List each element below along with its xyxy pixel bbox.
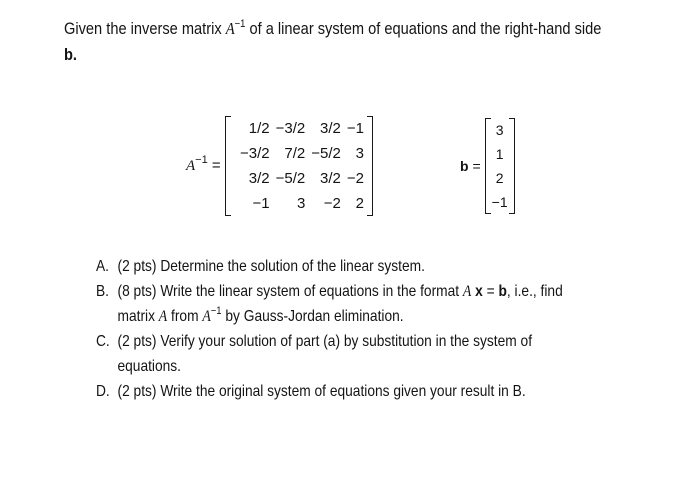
matrix-cell: 1/2 <box>248 120 270 137</box>
inverse-exponent: −1 <box>234 18 246 30</box>
inverse-matrix-equation <box>186 116 373 216</box>
vector-cell: 2 <box>495 170 504 186</box>
matrix-cell: −2 <box>346 170 365 187</box>
vector-row <box>491 190 509 214</box>
vector-cell: −1 <box>491 194 508 210</box>
matrix-cell: 3/2 <box>320 170 341 187</box>
question-text: (2 pts) Verify your solution of part (a) by substitution in the system of <box>117 333 533 350</box>
matrix-cell: 3 <box>355 145 365 162</box>
right-bracket <box>367 116 373 216</box>
question-item <box>96 379 629 404</box>
right-bracket <box>509 118 515 214</box>
matrix-cell: −5/2 <box>311 145 341 162</box>
question-letter: B. <box>96 283 110 300</box>
matrix-row <box>231 191 367 216</box>
question-list <box>96 254 629 404</box>
problem-statement-line-2: b. <box>64 45 77 64</box>
vector-row <box>491 166 509 190</box>
inverse-matrix-grid <box>231 116 367 216</box>
question-letter: A. <box>96 258 110 275</box>
matrix-cell: 3/2 <box>320 120 341 137</box>
question-text-continued: equations. <box>117 358 182 375</box>
matrix-cell: 7/2 <box>284 145 306 162</box>
question-item <box>96 279 629 329</box>
vector-cell: 1 <box>495 146 504 162</box>
matrix-cell: 2 <box>355 195 365 212</box>
matrix-symbol: A <box>225 19 235 38</box>
question-letter: D. <box>96 383 110 400</box>
problem-statement <box>64 16 602 68</box>
question-text: (8 pts) Write the linear system of equations in the format A x = b, i.e., find <box>117 283 563 300</box>
matrix-row <box>231 141 367 166</box>
matrix-cell: −3/2 <box>240 145 270 162</box>
matrix-cell: −2 <box>323 195 341 212</box>
vector-row <box>491 118 509 142</box>
matrix-cell: −1 <box>252 195 270 212</box>
inverse-matrix-label: $A^{-1}$ = <box>186 154 221 174</box>
matrix-cell: 3/2 <box>248 170 270 187</box>
question-letter: C. <box>96 333 110 350</box>
matrix-cell: −1 <box>346 120 365 137</box>
matrix-row <box>231 166 367 191</box>
question-text: (2 pts) Write the original system of equations given your result in B. <box>117 383 526 400</box>
vector-cell: 3 <box>495 122 504 138</box>
question-item <box>96 254 629 279</box>
matrix-row <box>231 116 367 141</box>
question-text-continued: matrix A from $A^{-1}$ by Gauss-Jordan elimination. <box>117 305 404 325</box>
rhs-vector-equation <box>460 118 515 214</box>
rhs-vector-grid <box>491 118 509 214</box>
matrix-cell: −3/2 <box>275 120 306 137</box>
vector-row <box>491 142 509 166</box>
question-item <box>96 329 629 379</box>
matrix-cell: −5/2 <box>275 170 306 187</box>
question-text: (2 pts) Determine the solution of the linear system. <box>117 258 425 275</box>
matrix-cell: 3 <box>296 195 306 212</box>
problem-statement-line-1: Given the inverse matrix $A^{-1}$ of a linear system of equations and the right-hand side <box>64 18 602 38</box>
rhs-vector-label: b = <box>460 158 481 174</box>
